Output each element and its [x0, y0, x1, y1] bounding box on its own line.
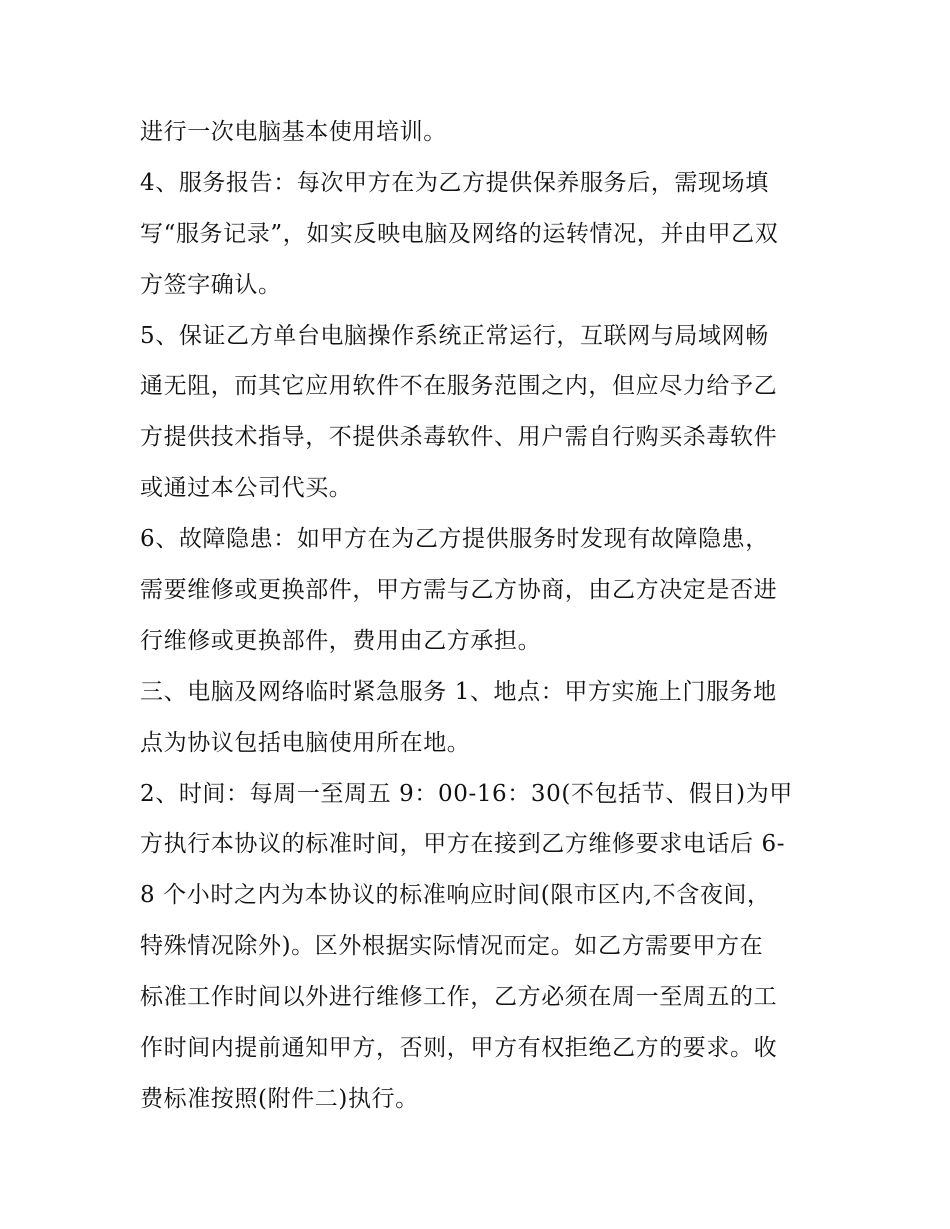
text-line: 2、时间：每周一至周五 9：00-16：30(不包括节、假日)为甲	[140, 780, 793, 807]
text-line: 方签字确认。	[140, 271, 282, 298]
text-line: 行维修或更换部件，费用由乙方承担。	[140, 627, 542, 654]
text-line: 6、故障隐患：如甲方在为乙方提供服务时发现有故障隐患，	[140, 526, 769, 553]
text-line: 或通过本公司代买。	[140, 475, 353, 502]
text-line: 方执行本协议的标准时间，甲方在接到乙方维修要求电话后 6-	[140, 831, 786, 858]
text-line: 标准工作时间以外进行维修工作，乙方必须在周一至周五的工	[140, 984, 778, 1011]
text-line: 点为协议包括电脑使用所在地。	[140, 729, 471, 756]
text-line: 特殊情况除外)。区外根据实际情况而定。如乙方需要甲方在	[140, 933, 764, 960]
document-body	[140, 107, 830, 1125]
text-line: 写“服务记录”，如实反映电脑及网络的运转情况，并由甲乙双	[140, 220, 779, 247]
text-line: 进行一次电脑基本使用培训。	[140, 119, 447, 145]
text-line: 5、保证乙方单台电脑操作系统正常运行，互联网与局域网畅	[140, 322, 769, 349]
text-line: 需要维修或更换部件，甲方需与乙方协商，由乙方决定是否进	[140, 577, 778, 604]
text-line: 通无阻，而其它应用软件不在服务范围之内，但应尽力给予乙	[140, 373, 778, 400]
text-line: 方提供技术指导，不提供杀毒软件、用户需自行购买杀毒软件	[140, 424, 778, 451]
text-line: 作时间内提前通知甲方，否则，甲方有权拒绝乙方的要求。收	[140, 1035, 778, 1062]
text-line: 4、服务报告：每次甲方在为乙方提供保养服务后，需现场填	[140, 169, 769, 196]
text-line: 三、电脑及网络临时紧急服务 1、地点：甲方实施上门服务地	[140, 678, 777, 705]
text-line: 费标准按照(附件二)执行。	[140, 1085, 419, 1112]
text-line: 8 个小时之内为本协议的标准响应时间(限市区内,不含夜间，	[140, 882, 771, 909]
